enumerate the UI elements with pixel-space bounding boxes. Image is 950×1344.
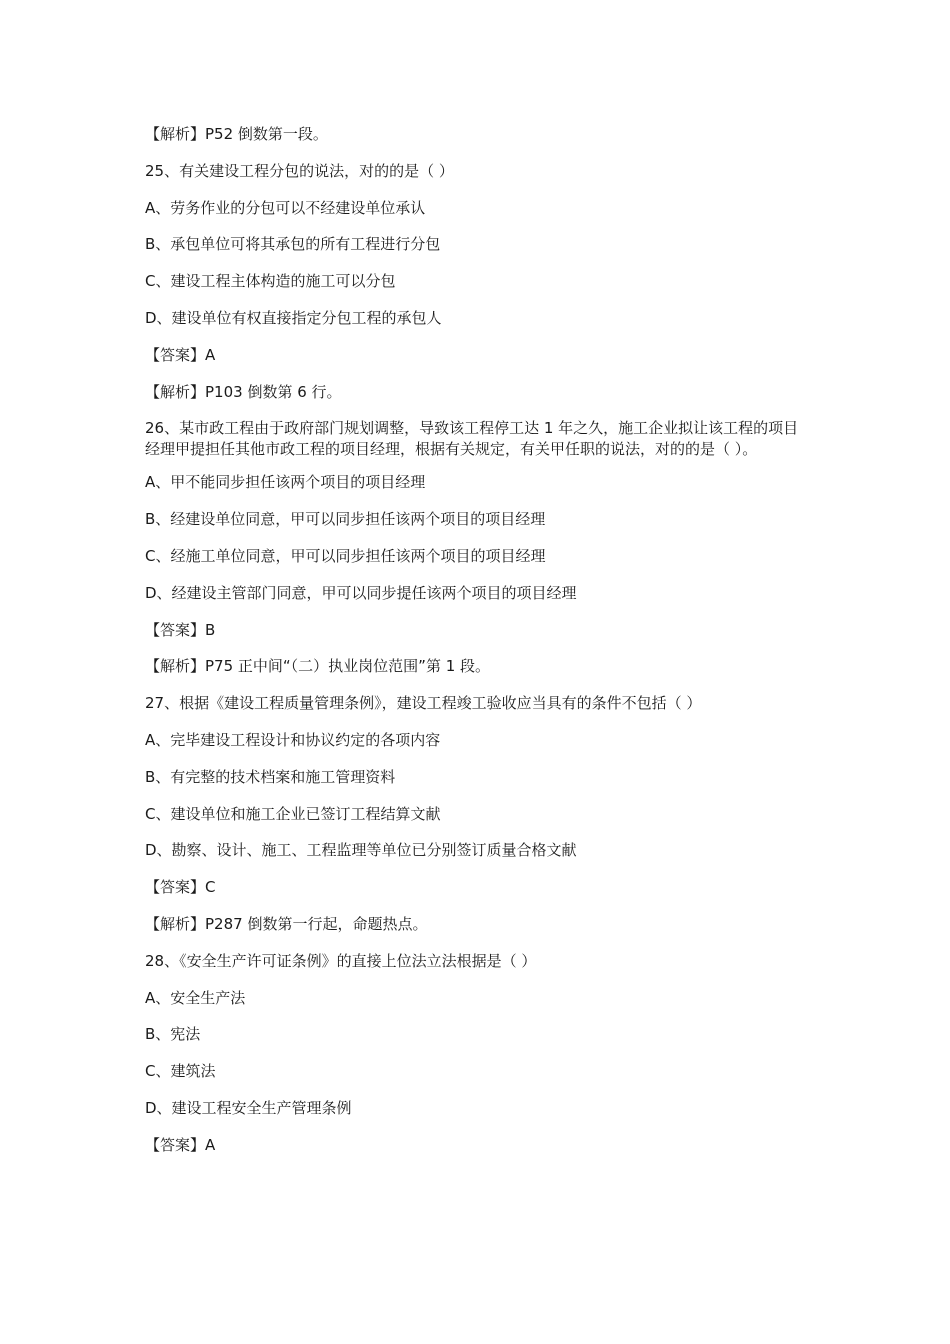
- explanation-line: 【解析】P75 正中间“（二）执业岗位范围”第 1 段。: [145, 657, 491, 676]
- option-c: C、建设单位和施工企业已签订工程结算文献: [145, 804, 441, 823]
- option-a: A、完毕建设工程设计和协议约定的各项内容: [145, 730, 441, 749]
- question-26: 26、某市政工程由于政府部门规划调整，导致该工程停工达 1 年之久，施工企业拟让该工程的项目经理甲提担任其他市政工程的项目经理，根据有关规定，有关甲任职的说法，对的的是（ ）。: [145, 419, 799, 459]
- option-d: D、勘察、设计、施工、工程监理等单位已分别签订质量合格文献: [145, 841, 577, 860]
- question-28: 28、《安全生产许可证条例》的直接上位法立法根据是（ ）: [145, 951, 537, 970]
- answer-line: 【答案】A: [145, 345, 216, 364]
- explanation-line: 【解析】P52 倒数第一段。: [145, 125, 328, 143]
- option-a: A、甲不能同步担任该两个项目的项目经理: [145, 473, 426, 492]
- explanation-line: 【解析】P103 倒数第 6 行。: [145, 382, 342, 401]
- option-b: B、有完整的技术档案和施工管理资料: [145, 767, 396, 786]
- question-25: 25、有关建设工程分包的说法，对的的是（ ）: [145, 161, 454, 180]
- option-c: C、建设工程主体构造的施工可以分包: [145, 272, 396, 291]
- document-page: [145, 124, 810, 1172]
- option-d: D、建设单位有权直接指定分包工程的承包人: [145, 308, 442, 327]
- explanation-line: 【解析】P287 倒数第一行起，命题热点。: [145, 914, 428, 933]
- option-a: A、劳务作业的分包可以不经建设单位承认: [145, 198, 426, 217]
- option-b: B、经建设单位同意，甲可以同步担任该两个项目的项目经理: [145, 510, 546, 529]
- option-c: C、经施工单位同意，甲可以同步担任该两个项目的项目经理: [145, 546, 546, 565]
- question-27: 27、根据《建设工程质量管理条例》，建设工程竣工验收应当具有的条件不包括（ ）: [145, 694, 702, 713]
- answer-line: 【答案】A: [145, 1135, 216, 1154]
- option-b: B、承包单位可将其承包的所有工程进行分包: [145, 235, 441, 254]
- answer-line: 【答案】C: [145, 878, 216, 897]
- option-a: A、安全生产法: [145, 988, 246, 1007]
- answer-line: 【答案】B: [145, 620, 216, 639]
- option-d: D、经建设主管部门同意，甲可以同步提任该两个项目的项目经理: [145, 583, 577, 602]
- option-c: C、建筑法: [145, 1062, 216, 1081]
- option-b: B、宪法: [145, 1025, 201, 1044]
- option-d: D、建设工程安全生产管理条例: [145, 1098, 352, 1117]
